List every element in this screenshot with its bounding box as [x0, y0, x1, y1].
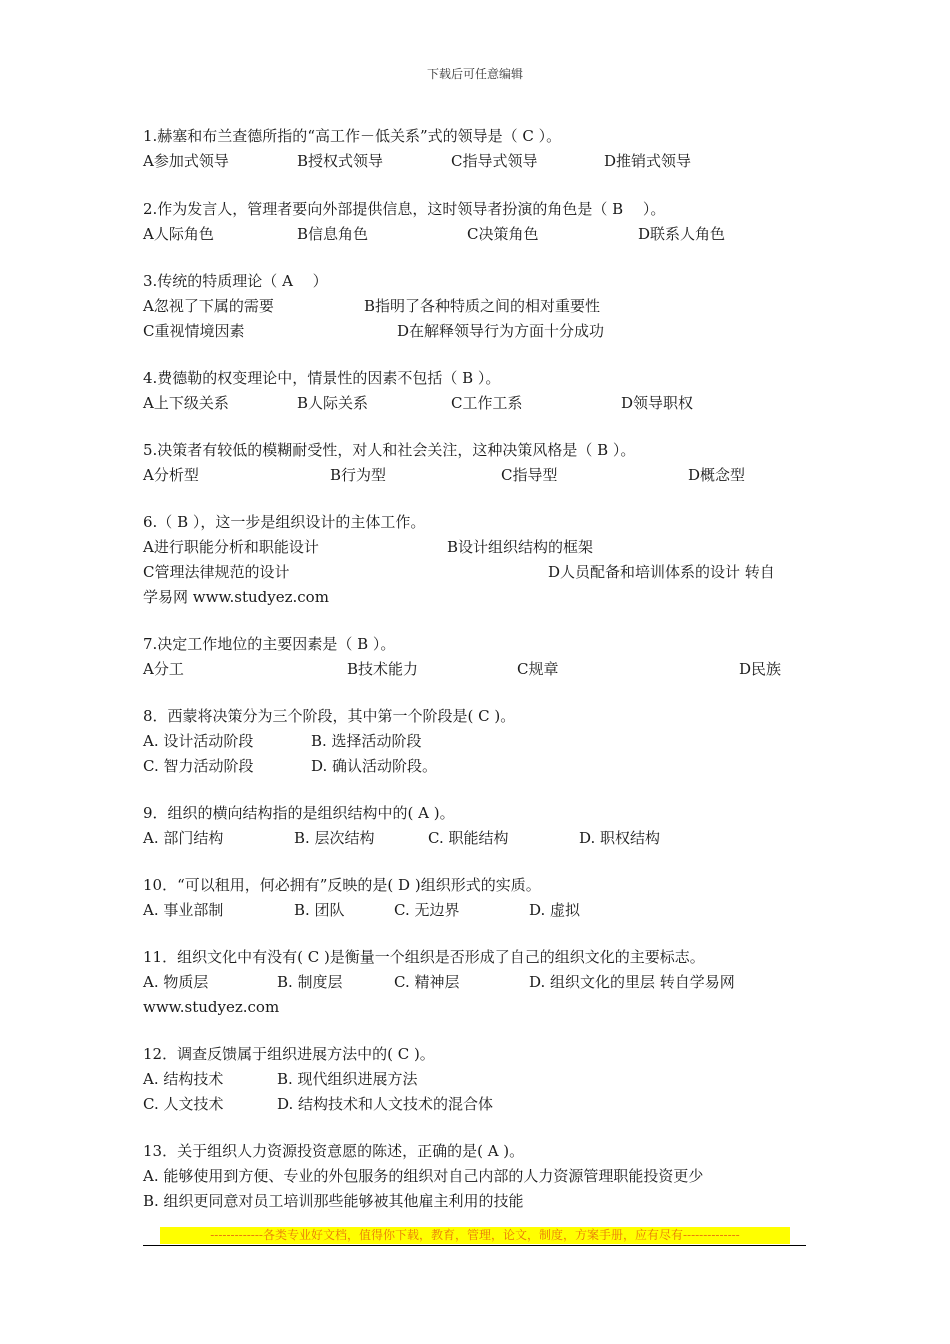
question-6-continuation: 学易网 www.studyez.com [143, 588, 329, 606]
question-5-option-a: A分析型 [143, 466, 199, 484]
question-1-option-a: A参加式领导 [143, 152, 229, 170]
question-1-option-d: D推销式领导 [604, 152, 692, 170]
question-10-option-c: C. 无边界 [394, 901, 460, 919]
question-13-option-b: B. 组织更同意对员工培训那些能够被其他雇主利用的技能 [143, 1192, 524, 1210]
question-10-option-a: A. 事业部制 [143, 901, 224, 919]
question-8-option-a: A. 设计活动阶段 [143, 732, 254, 750]
question-12-option-b: B. 现代组织进展方法 [277, 1070, 418, 1088]
question-5-option-b: B行为型 [330, 466, 387, 484]
question-4-option-a: A上下级关系 [143, 394, 229, 412]
question-2-stem: 2.作为发言人，管理者要向外部提供信息，这时领导者扮演的角色是（ B ）。 [143, 200, 666, 218]
question-5-option-c: C指导型 [501, 466, 558, 484]
question-11-option-b: B. 制度层 [277, 973, 343, 991]
question-2-option-b: B信息角色 [297, 225, 369, 243]
question-1-option-c: C指导式领导 [451, 152, 538, 170]
question-9-option-b: B. 层次结构 [294, 829, 375, 847]
question-11-option-d: D. 组织文化的里层 转自学易网 [529, 973, 735, 991]
question-3-option-d: D在解释领导行为方面十分成功 [397, 322, 605, 340]
question-7-stem: 7.决定工作地位的主要因素是（ B ）。 [143, 635, 396, 653]
question-11-option-c: C. 精神层 [394, 973, 460, 991]
question-1-option-b: B授权式领导 [297, 152, 384, 170]
question-8-option-d: D. 确认活动阶段。 [311, 757, 438, 775]
question-4-option-d: D领导职权 [621, 394, 694, 412]
question-9-stem: 9．组织的横向结构指的是组织结构中的( A )。 [143, 804, 455, 822]
question-10-option-b: B. 团队 [294, 901, 345, 919]
question-13-option-a: A. 能够使用到方便、专业的外包服务的组织对自己内部的人力资源管理职能投资更少 [143, 1167, 704, 1185]
question-8-stem: 8．西蒙将决策分为三个阶段，其中第一个阶段是( C )。 [143, 707, 516, 725]
question-8-option-b: B. 选择活动阶段 [311, 732, 422, 750]
question-4-option-b: B人际关系 [297, 394, 369, 412]
question-7-option-a: A分工 [143, 660, 184, 678]
page-header: 下载后可任意编辑 [426, 67, 523, 81]
question-3-option-a: A忽视了下属的需要 [143, 297, 274, 315]
question-7-option-d: D民族 [739, 660, 782, 678]
question-7-option-c: C规章 [517, 660, 559, 678]
question-7-option-b: B技术能力 [347, 660, 419, 678]
footer-banner: -------------各类专业好文档，值得你下载，教育，管理，论文，制度，方案手册，应有尽有-------------- [160, 1227, 790, 1244]
question-6-option-c: C管理法律规范的设计 [143, 563, 290, 581]
question-9-option-c: C. 职能结构 [428, 829, 509, 847]
question-8-option-c: C. 智力活动阶段 [143, 757, 254, 775]
question-5-stem: 5.决策者有较低的模糊耐受性，对人和社会关注，这种决策风格是（ B ）。 [143, 441, 636, 459]
question-3-option-b: B指明了各种特质之间的相对重要性 [364, 297, 601, 315]
question-9-option-a: A. 部门结构 [143, 829, 224, 847]
question-13-stem: 13．关于组织人力资源投资意愿的陈述，正确的是( A )。 [143, 1142, 525, 1160]
question-12-stem: 12．调查反馈属于组织进展方法中的( C )。 [143, 1045, 435, 1063]
question-6-stem: 6.（ B ），这一步是组织设计的主体工作。 [143, 513, 426, 531]
question-9-option-d: D. 职权结构 [579, 829, 661, 847]
question-12-option-c: C. 人文技术 [143, 1095, 224, 1113]
question-5-option-d: D概念型 [688, 466, 746, 484]
question-12-option-d: D. 结构技术和人文技术的混合体 [277, 1095, 494, 1113]
question-11-continuation: www.studyez.com [143, 998, 280, 1016]
question-11-option-a: A. 物质层 [143, 973, 209, 991]
question-10-option-d: D. 虚拟 [529, 901, 581, 919]
question-6-option-b: B设计组织结构的框架 [447, 538, 594, 556]
question-2-option-c: C决策角色 [467, 225, 539, 243]
question-3-option-c: C重视情境因素 [143, 322, 245, 340]
question-6-option-d: D人员配备和培训体系的设计 转自 [548, 563, 775, 581]
question-2-option-d: D联系人角色 [638, 225, 726, 243]
question-12-option-a: A. 结构技术 [143, 1070, 224, 1088]
question-2-option-a: A人际角色 [143, 225, 214, 243]
question-4-stem: 4.费德勒的权变理论中，情景性的因素不包括（ B ）。 [143, 369, 501, 387]
question-1-stem: 1.赫塞和布兰查德所指的“高工作－低关系”式的领导是（ C ）。 [143, 127, 562, 145]
question-4-option-c: C工作工系 [451, 394, 523, 412]
question-3-stem: 3.传统的特质理论（ A ） [143, 272, 328, 290]
question-10-stem: 10．“可以租用，何必拥有”反映的是( D )组织形式的实质。 [143, 876, 541, 894]
footer-divider [143, 1245, 806, 1246]
question-6-option-a: A进行职能分析和职能设计 [143, 538, 319, 556]
question-11-stem: 11．组织文化中有没有( C )是衡量一个组织是否形成了自己的组织文化的主要标志。 [143, 948, 705, 966]
